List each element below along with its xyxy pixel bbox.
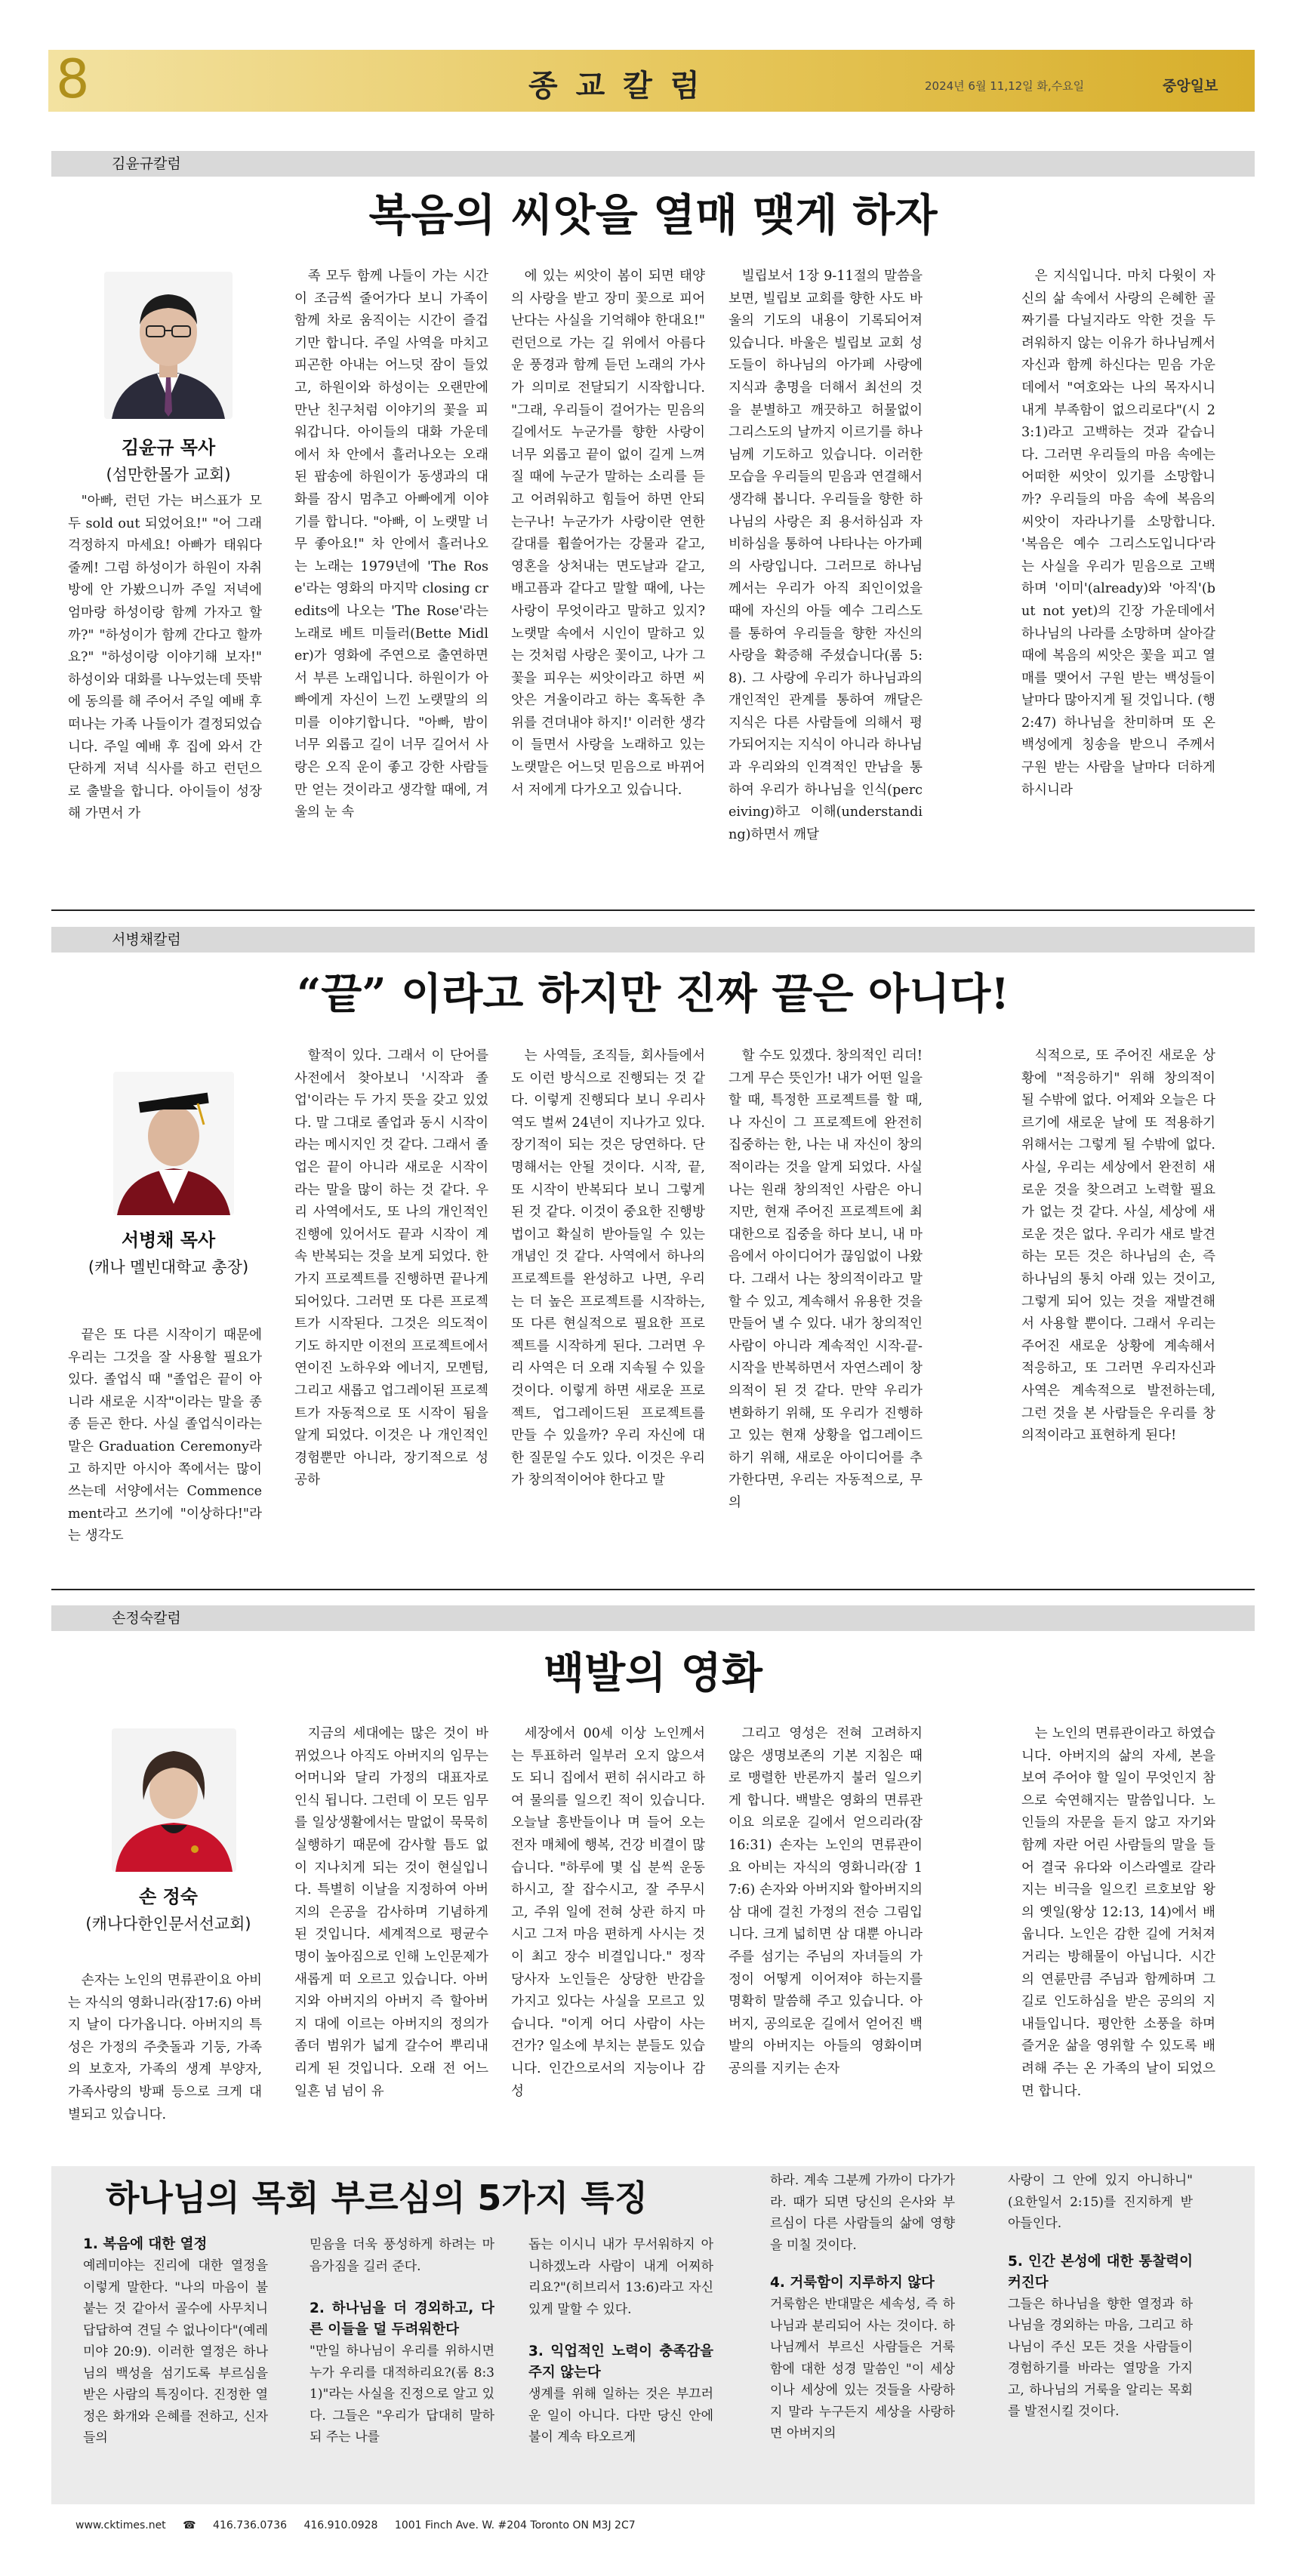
page-number: 8	[56, 48, 90, 110]
article3-column-4	[729, 1723, 923, 2147]
article3-column-2	[294, 1723, 488, 2147]
paragraph: 할적이 있다. 그래서 이 단어를 사전에서 찾아보니 '시작과 졸업'이라는 두 가지 뜻을 갖고 있었다. 말 그대로 졸업과 동시 시작이라는 메시지인 것 같다. 그래서 졸업은 끝이 아니라 새로운 시작이라는 말을 많이 하는 것 같다. 우리 사역에서도, 또 나의 개인적인 진행에 있어서도 끝과 시작이 계속 반복되는 것을 보게 되었다. 한가지 프로젝트를 진행하면 끝나게 되어있다. 그러면 또 다른 프로젝트가 시작된다. 그것은 의도적이기도 하지만 이전의 프로젝트에서 연이진 노하우와 에너지, 모멘텀, 그리고 새롭고 업그레이된 프로젝트가 자동적으로 또 시작이 됨을 알게 되었다. 이것은 나 개인적인 경험뿐만 아니라, 장기적으로 성공하	[294, 1048, 488, 1488]
article1-column-3	[511, 266, 705, 889]
page-footer	[75, 2519, 649, 2531]
box-subheading: 2. 하나님을 더 경외하고, 다른 이들을 덜 두려워한다	[310, 2301, 494, 2337]
paragraph: "아빠, 런던 가는 버스표가 모두 sold out 되었어요!" "어 그래 걱정하지 마세요! 아빠가 태워다 줄께! 그럼 하성이가 하원이 자취방에 안 가봤으니까 주일 저녁에 엄마랑 하성이랑 함께 가자고 할까?" "하성이가 함께 간다고 할까요?" "하성이랑 이야기해 보자!" 하성이와 대화를 나누었는데 뜻밖에 동의를 해 주어서 주일 예배 후 떠나는 가족 나들이가 결정되었습니다. 주일 예배 후 집에 와서 간단하게 저녁 식사를 하고 런던으로 출발을 합니다. 아이들이 성장해 가면서 가	[68, 494, 262, 822]
article2-column-4	[729, 1045, 923, 1577]
issue-date: 2024년 6월 11,12일 화,수요일	[925, 79, 1085, 93]
paragraph: "만일 하나님이 우리를 위하시면 누가 우리를 대적하리요?(롬 8:31)"라는 사실을 진정으로 알고 있다. 그들은 "우리가 답대히 말하되 주는 나를	[310, 2344, 494, 2445]
box-column-4	[770, 2170, 955, 2491]
footer-phone-2: 416.910.0928	[303, 2519, 378, 2531]
paragraph: 예레미야는 진리에 대한 열정을 이렇게 말한다. "나의 마음이 불붙는 것 같아서 골수에 사무치니 답답하여 견딜 수 없나이다"(예레미야 20:9). 이러한 열정은 하나님의 백성을 섬기도록 부르심을 받은 사람의 특징이다. 진정한 열정은 화개와 은혜를 전하고, 신자들의	[83, 2258, 268, 2445]
footer-url[interactable]: www.cktimes.net	[75, 2519, 166, 2531]
article2-column-1	[68, 1325, 262, 1577]
paragraph: 빌립보서 1장 9-11절의 말씀을 보면, 빌립보 교회를 향한 사도 바울의 기도의 내용이 기록되어져 있습니다. 바울은 빌립보 교회 성도들이 하나님의 아가페 사랑에 지식과 총명을 더해서 최선의 것을 분별하고 깨끗하고 허물없이 그리스도의 날까지 이르기를 하나님께 기도하고 있습니다. 이러한 모습을 우리들의 믿음과 연결해서 생각해 봅니다. 우리들을 향한 하나님의 사랑은 죄 용서하심과 자비하심을 통하여 나타나는 아가페의 사랑입니다. 그러므로 하나님께서는 우리가 아직 죄인이었을 때에 자신의 아들 예수 그리스도를 통하여 우리들을 향한 자신의 사랑을 확증해 주셨습니다(롬 5:8). 그 사랑에 우리가 하나님과의 개인적인 관계를 통하여 깨달은 지식은 다른 사람들에 의해서 평가되어지는 지식이 아니라 하나님과 우리와의 인격적인 만남을 통하여 우리가 하나님을 인식(perceiving)하고 이해(understanding)하면서 깨달	[729, 269, 923, 842]
article2-headline: “끝” 이라고 하지만 진짜 끝은 아니다!	[297, 969, 1009, 1019]
author-photo-son	[112, 1728, 236, 1872]
article1-column-1	[68, 491, 262, 891]
author-byline-seo	[51, 1226, 285, 1281]
author-byline-kim	[51, 434, 285, 488]
paragraph: 에 있는 씨앗이 봄이 되면 태양의 사랑을 받고 장미 꽃으로 피어난다는 사실을 기억해야 한대요!" 런던으로 가는 길 위에서 아름다운 풍경과 함께 듣던 노래의 가사가 의미로 전달되기 시작합니다. "그래, 우리들이 걸어가는 믿음의 길에서도 누군가를 향한 사랑이 너무 외롭고 끝이 없이 길게 느껴질 때에 누군가 말하는 소리를 듣고 어려워하고 힘들어 하면 안되는구나! 누군가가 사랑이란 연한 갈대를 휩쓸어가는 강물과 같고, 영혼을 상처내는 면도날과 같고, 배고픔과 같다고 말할 때에, 나는 사랑이 무엇이라고 말하고 있지? 노랫말 속에서 시인이 말하고 있는 것처럼 사랑은 꽃이고, 나가 그 꽃을 피우는 씨앗이라고 하면 씨앗은 겨울이라고 하는 혹독한 추위를 견뎌내야 하지!' 이러한 생각이 들면서 사랑을 노래하고 있는 노랫말은 어느덧 믿음으로 바뀌어서 저에게 다가오고 있습니다.	[511, 269, 705, 798]
author-photo-kim	[104, 272, 233, 419]
article2-column-5	[1021, 1045, 1215, 1577]
author-name: 손 정숙	[139, 1886, 198, 1907]
section-divider	[51, 909, 1255, 911]
section-title: 종교칼럼	[528, 69, 718, 103]
article1-column-2	[294, 266, 488, 889]
paragraph: 믿음을 더욱 풍성하게 하려는 마음가짐을 길러 준다.	[310, 2237, 494, 2274]
article3-column-5	[1021, 1723, 1215, 2147]
box-subheading: 5. 인간 본성에 대한 통찰력이 커진다	[1008, 2253, 1193, 2291]
box-column-1	[83, 2234, 268, 2491]
section-divider	[51, 1589, 1255, 1590]
article2-column-3	[511, 1045, 705, 1577]
author-church: (캐나다한인문서선교회)	[85, 1915, 251, 1933]
paragraph: 끝은 또 다른 시작이기 때문에 우리는 그것을 잘 사용할 필요가 있다. 졸업식 때 "졸업은 끝이 아니라 새로운 시작"이라는 말을 종종 듣곤 한다. 사실 졸업식이라는 말은 Graduation Ceremony라고 하지만 아시아 쪽에서는 많이 쓰는데 서양에서는 Commencement라고 쓰기에 "이상하다!"라는 생각도	[68, 1328, 262, 1544]
author-church: (섬만한몰가 교회)	[106, 466, 231, 484]
paragraph: 손자는 노인의 면류관이요 아비는 자식의 영화니라(잠17:6) 아버지 날이 다가옵니다. 아버지의 특성은 가정의 주춧돌과 기둥, 가족의 보호자, 가족의 생계 부양자, 가족사랑의 방패 등으로 크게 대별되고 있습니다.	[68, 1973, 262, 2122]
footer-address: 1001 Finch Ave. W. #204 Toronto ON M3J 2C7	[394, 2519, 636, 2531]
paragraph: 생계를 위해 일하는 것은 부끄러운 일이 아니다. 다만 당신 안에 불이 계속 타오르게	[528, 2387, 713, 2445]
paragraph: 돕는 이시니 내가 무서워하지 아니하겠노라 사람이 내게 어찌하리요?"(히브리서 13:6)라고 자신 있게 말할 수 있다.	[528, 2237, 713, 2317]
author-name: 서병채 목사	[121, 1230, 216, 1251]
paragraph: 사랑이 그 안에 있지 아니하니"(요한일서 2:15)를 진지하게 받아들인다.	[1008, 2173, 1193, 2231]
column-tag-kim: 김윤규칼럼	[51, 151, 1255, 177]
article2-column-2	[294, 1045, 488, 1577]
column-tag-seo: 서병채칼럼	[51, 927, 1255, 953]
article3-column-3	[511, 1723, 705, 2147]
phone-icon: ☎	[183, 2519, 196, 2531]
box-subheading: 1. 복음에 대한 열정	[83, 2236, 208, 2252]
paragraph: 그들은 하나님을 향한 열정과 하나님을 경외하는 마음, 그리고 하나님이 주신 모든 것을 사람들이 경험하기를 바라는 열망을 가지고, 하나님의 거룩을 알리는 목회를 발전시킬 것이다.	[1008, 2296, 1193, 2419]
article1-column-4	[729, 266, 923, 889]
box-subheading: 3. 익업적인 노력이 충족감을 주지 않는다	[528, 2344, 713, 2381]
paragraph: 하라. 계속 그분께 가까이 다가가라. 때가 되면 당신의 은사와 부르심이 다른 사람들의 삶에 영향을 미칠 것이다.	[770, 2173, 955, 2253]
paragraph: 할 수도 있겠다. 창의적인 리더! 그게 무슨 뜻인가! 내가 어떤 일을 할 때, 특정한 프로젝트를 할 때, 나 자신이 그 프로젝트에 완전히 집중하는 한, 나는 내 자신이 창의적이라는 것을 알게 되었다. 사실 나는 원래 창의적인 사람은 아니지만, 현재 주어진 프로젝트에 최대한으로 집중을 하다 보니, 내 마음에서 아이디어가 끊임없이 나왔다. 그래서 나는 창의적이라고 말할 수 있고, 계속해서 유용한 것을 만들어 낼 수 있다. 내가 창의적인 사람이 아니라 계속적인 시작-끝-시작을 반복하면서 자연스레이 창의적이 된 것 같다. 만약 우리가 변화하기 위해, 또 우리가 진행하고 있는 현재 상황을 업그레이드하기 위해, 새로운 아이디어를 추가한다면, 우리는 자동적으로, 무의	[729, 1048, 923, 1510]
paragraph: 지금의 세대에는 많은 것이 바뀌었으나 아직도 아버지의 임무는 어머니와 달리 가정의 대표자로 인식 됩니다. 그런데 이 모든 임무를 일상생활에서는 말없이 묵묵히 실행하기 때문에 감사할 틈도 없이 지나치게 되는 것이 현실입니다. 특별히 이날을 지정하여 아버지의 은공을 감사하며 기념하게 된 것입니다. 세계적으로 평균수명이 높아짐으로 인해 노인문제가 새롭게 떠 오르고 있습니다. 아버지와 아버지의 아버지 즉 할아버지 대에 이르는 아버지의 정의가 좀더 범위가 넓게 갈수어 뿌리내리게 된 것입니다. 오래 전 어느 일흔 넘 넘이 유	[294, 1726, 488, 2099]
box-column-2	[310, 2234, 494, 2491]
article1-column-5	[1021, 266, 1215, 889]
paragraph: 그리고 영성은 전혀 고려하지 않은 생명보존의 기본 지침은 때로 맹렬한 반론까지 불러 일으키게 합니다. 백발은 영화의 면류관이요 의로운 길에서 얻으리라(잠 16:31) 손자는 노인의 면류관이요 아비는 자식의 영화니라(잠 17:6) 손자와 아버지와 할아버지의 삼 대에 걸친 가정의 전승 그림입니다. 크게 넓히면 삼 대뿐 아니라 주를 섬기는 주님의 자녀들의 가정이 어떻게 이어져야 하는지를 명확히 말씀해 주고 있습니다. 아버지, 공의로운 길에서 얻어진 백발의 아버지는 아들의 영화이며 공의를 지키는 손자	[729, 1726, 923, 2076]
paragraph: 식적으로, 또 주어진 새로운 상황에 "적응하기" 위해 창의적이 될 수밖에 없다. 어제와 오늘은 다르기에 새로운 날에 또 적용하기 위해서는 그렇게 될 수밖에 없다. 사실, 우리는 세상에서 완전히 새로운 것을 찾으려고 노력할 필요가 없는 것 같다. 사실, 세상에 새로운 것은 없다. 우리가 새로 발견하는 모든 것은 하나님의 손, 즉 하나님의 통치 아래 있는 것이고, 그렇게 되어 있는 것을 재발견해서 사용할 뿐이다. 그래서 우리는 주어진 새로운 상황에 계속해서 적응하고, 또 그러면 우리자신과 사역은 계속적으로 발전하는데, 그런 것을 본 사람들은 우리를 창의적이라고 표현하게 된다!	[1021, 1048, 1215, 1444]
author-byline-son	[51, 1883, 285, 1937]
box-title: 하나님의 목회 부르심의 5가지 특징	[106, 2177, 648, 2218]
paragraph: 세장에서 00세 이상 노인께서는 투표하러 일부러 오지 않으셔도 되니 집에서 편히 쉬시라고 하여 물의를 일으킨 적이 있습니다. 오늘날 흥반들이나 며 들어 오는 전자 매체에 행복, 건강 비결이 많습니다. "하루에 몇 십 분씩 운동하시고, 잘 잡수시고, 잘 주무시고, 주위 일에 전혀 상관 하지 마시고 그저 마음 편하게 사시는 것이 최고 장수 비결입니다." 정작 당사자 노인들은 상당한 반감을 가지고 있다는 사실을 모르고 있습니다. "이게 어디 사람이 사는 건가? 일소에 부치는 분들도 있습니다. 인간으로서의 지능이나 감성	[511, 1726, 705, 2099]
paragraph: 거룩함은 반대말은 세속성, 즉 하나님과 분리되어 사는 것이다. 하나님께서 부르신 사람들은 거룩함에 대한 성경 말씀인 "이 세상이나 세상에 있는 것들을 사랑하지 말라 누구든지 세상을 사랑하면 아버지의	[770, 2297, 955, 2441]
paragraph: 족 모두 함께 나들이 가는 시간이 조금씩 줄어가다 보니 가족이 함께 차로 움직이는 시간이 즐겁기만 합니다. 주일 사역을 마치고 피곤한 아내는 어느덧 잠이 들었고, 하원이와 하성이는 오랜만에 만난 친구처럼 이야기의 꽃을 피워갑니다. 아이들의 대화 가운데에서 차 안에서 흘러나오는 오래된 팝송에 하원이가 동생과의 대화를 잠시 멈추고 아빠에게 이야기를 합니다. "아빠, 이 노랫말 너무 좋아요!" 차 안에서 흘러나오는 노래는 1979년에 'The Rose'라는 영화의 마지막 closing credits에 나오는 'The Rose'라는 노래로 베트 미들러(Bette Midler)가 영화에 주연으로 출연하면서 부른 노래입니다. 하원이가 아빠에게 자신이 느낀 노랫말의 의미를 이야기합니다. "아빠, 밤이 너무 외롭고 길이 너무 길어서 사랑은 오직 운이 좋고 강한 사람들만 얻는 것이라고 생각할 때에, 겨울의 눈 속	[294, 269, 488, 820]
article3-column-1	[68, 1970, 262, 2147]
article3-headline: 백발의 영화	[544, 1648, 762, 1698]
paragraph: 는 사역들, 조직들, 회사들에서도 이런 방식으로 진행되는 것 같다. 이렇게 진행되다 보니 우리사역도 벌써 24년이 지나가고 있다. 장기적이 되는 것은 당연하다. 단명해서는 안될 것이다. 시작, 끝, 또 시작이 반복되다 보니 그렇게 된 것 같다. 이것이 중요한 진행방법이고 확실히 받아들일 수 있는 개념인 것 같다. 사역에서 하나의 프로젝트를 완성하고 나면, 우리는 더 높은 프로젝트를 시작하는, 또 다른 현실적으로 필요한 프로젝트를 시작하게 된다. 그러면 우리 사역은 더 오래 지속될 수 있을 것이다. 이렇게 하면 새로운 프로젝트, 업그레이드된 프로젝트를 만들 수 있을까? 우리 자신에 대한 질문일 수도 있다. 이것은 우리가 창의적이어야 한다고 말	[511, 1048, 705, 1488]
column-tag-son: 손정숙칼럼	[51, 1605, 1255, 1631]
article1-headline: 복음의 씨앗을 열매 맺게 하자	[368, 189, 938, 241]
author-photo-seo	[113, 1072, 234, 1215]
newspaper-name: 중앙일보	[1163, 78, 1218, 94]
box-subheading: 4. 거룩함이 지루하지 않다	[770, 2275, 935, 2291]
footer-phone-1: 416.736.0736	[213, 2519, 288, 2531]
paragraph: 은 지식입니다. 마치 다윗이 자신의 삶 속에서 사랑의 은혜한 골짜기를 다닐지라도 악한 것을 두려워하지 않는 이유가 하나님께서 자신과 함께 하신다는 믿음 가운데에서 "여호와는 나의 목자시니 내게 부족함이 없으리로다"(시 23:1)라고 고백하는 것과 같습니다. 그러면 우리들의 마음 속에는 어떠한 씨앗이 있기를 소망합니까? 우리들의 마음 속에 복음의 씨앗이 자라나기를 소망합니다. '복음은 예수 그리스도입니다'라는 사실을 우리가 믿음으로 고백하며 '이미'(already)와 '아직'(but not yet)의 긴장 가운데에서 하나님의 나라를 소망하며 살아갈 때에 복음의 씨앗은 꽃을 피고 열매를 맺어서 구원 받는 백성들이 날마다 많아지게 될 것입니다. (행 2:47) 하나님을 찬미하며 또 온 백성에게 칭송을 받으니 주께서 구원 받는 사람을 날마다 더하게 하시니라	[1021, 269, 1215, 798]
author-name: 김윤규 목사	[121, 437, 216, 458]
paragraph: 는 노인의 면류관이라고 하였습니다. 아버지의 삶의 자세, 본을 보여 주어야 할 일이 무엇인지 참으로 숙연해지는 말씀입니다. 노인들의 자문을 듣지 않고 자기와 함께 자란 어린 사람들의 말을 들어 결국 유다와 이스라엘로 갈라지는 비극을 일으킨 르호보암 왕의 옛일(왕상 12:13, 14)에서 배웁니다. 노인은 감한 길에 거처져 거리는 방해물이 아닙니다. 시간의 연륜만큼 주님과 함께하며 그 길로 인도하심을 받은 공의의 지내들입니다. 평안한 소풍을 하며 즐거운 삶을 영위할 수 있도록 배려해 주는 온 가족의 날이 되었으면 합니다.	[1021, 1726, 1215, 2099]
box-column-3	[528, 2234, 713, 2491]
author-church: (캐나 멜빈대학교 총장)	[88, 1258, 249, 1276]
box-column-5	[1008, 2170, 1193, 2491]
